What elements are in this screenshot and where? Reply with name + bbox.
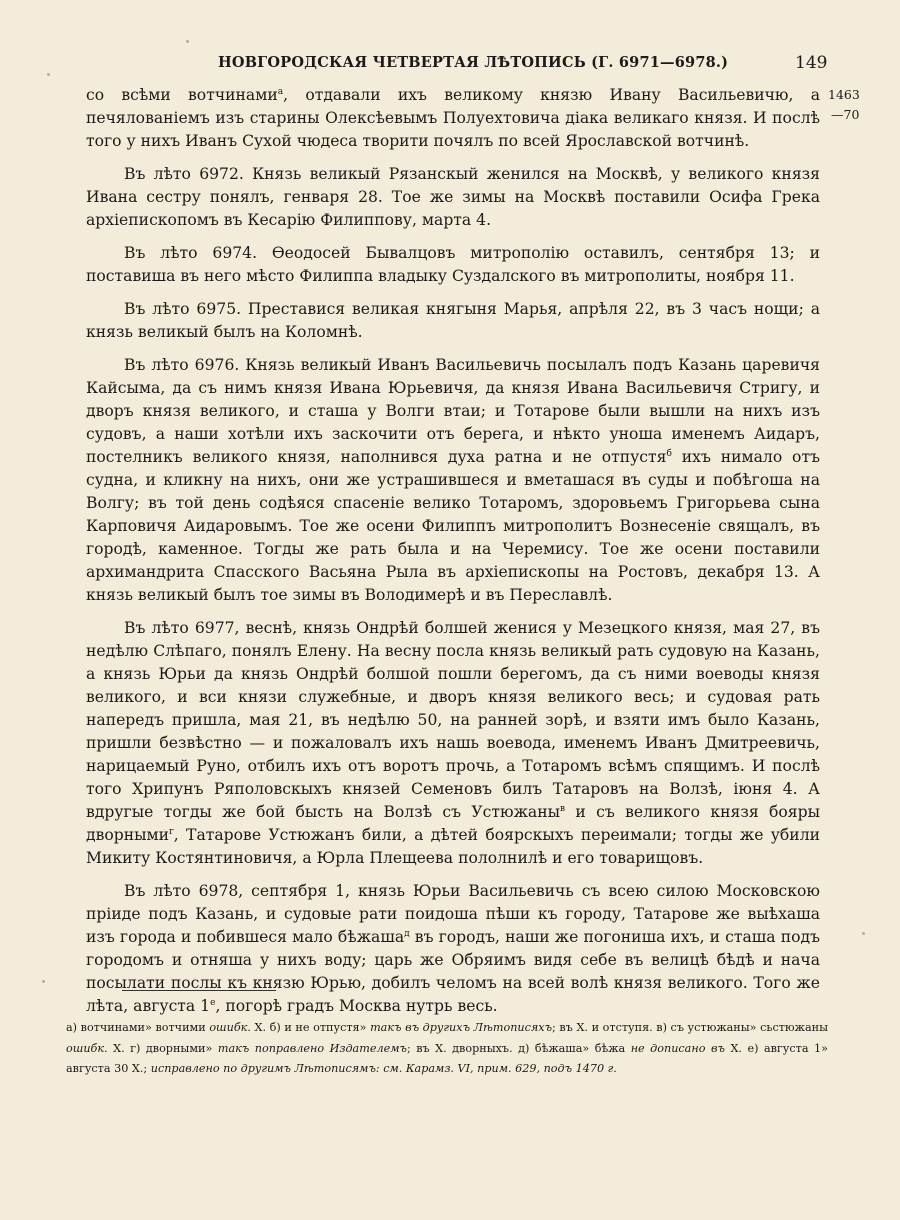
text-run: Въ лѣто 6978, септября 1, князь Юрьи Васильевичь съ всею силою Московскою прiиде подъ Казань, и судовые рати поидоша пѣши къ городу, Татарове же выѣхаша изъ города и побившеся мало бѣжаша	[86, 882, 820, 946]
footnote-italic: ошибк.	[209, 1021, 251, 1034]
footnote-text: Х. б) и не отпустя»	[250, 1021, 371, 1034]
footnote-text: ; въ Х. и отступя. в) съ устюжаны» сьстюжаны	[552, 1021, 828, 1034]
text-run: , Татарове Устюжанъ били, а дѣтей боярскыхъ переимали; тогды же убили Микиту Костянтиновичя, а Юрла Плещеева пололнилѣ и его товарищовъ.	[86, 826, 820, 867]
text-run: Въ лѣто 6977, веснѣ, князь Ондрѣй болшей женися у Мезецкого князя, мая 27, въ недѣлю Слѣпаго, понялъ Елену. На весну посла князь великый рать судовую на Казань, а князь Юрьи да князь Ондрѣй болшой пошли берегомъ, да съ ними воеводы князя великого, и вси князи служебные, и дворъ князя великого весь; и судовая рать напередъ пришла, мая 21, въ недѣлю 50, на ранней зорѣ, и взяти имъ было Казань, пришли безвѣстно — и пожаловалъ ихъ нашь воевода, именемъ Иванъ Дмитреевичь, нарицаемый Руно, отбилъ ихъ отъ воротъ прочь, а Тотаромъ всѣмъ спящимъ. И послѣ того Хрипунъ Ряполовскыхъ князей Семеновъ билъ Татаровъ на Волзѣ, iюня 4. А вдругые тогды же бой бысть на Волзѣ съ Устюжаны	[86, 619, 820, 821]
footnote-marker-g: г	[169, 827, 174, 837]
paper-speck	[862, 932, 865, 935]
paragraph-6978	[86, 880, 820, 1018]
text-run: Въ лѣто 6976. Князь великый Иванъ Васильевичь посылалъ подъ Казань царевичя Кайсыма, да съ нимъ князя Ивана Юрьевичя, да князя Ивана Васильевичя Стригу, и дворъ князя великого, и сташа у Волги втаи; и Тотарове были вышли на нихъ изъ судовъ, а наши хотѣли ихъ заскочити отъ берега, и нѣкто уноша именемъ Аидаръ, постелникъ великого князя, наполнився духа ратна и не отпустя	[86, 356, 820, 466]
footnote-text: Х. е) августа 1» августа 30 Х.;	[66, 1041, 828, 1075]
paragraph-6972	[86, 163, 820, 232]
paper-speck	[47, 73, 50, 76]
footnote-marker-b: б	[666, 449, 672, 459]
text-run: Въ лѣто 6972. Князь великый Рязанскый женился на Москвѣ, у великого князя Ивана сестру понялъ, генваря 28. Тое же зимы на Москвѣ поставили Осифа Грека архiепископомъ въ Кесарiю Филиппову, марта 4.	[86, 165, 820, 229]
footnote-marker-v: в	[560, 804, 566, 814]
footnote-text: а) вотчинами» вотчими	[66, 1021, 210, 1034]
page-number: 149	[795, 53, 828, 73]
footnote-italic: такъ въ другихъ Лѣтописяхъ	[370, 1021, 553, 1034]
paragraph-6976	[86, 354, 820, 607]
paper-speck	[186, 40, 189, 43]
chronicle-text	[86, 84, 820, 1028]
text-run: и съ великого князя бояры дворными	[86, 803, 820, 844]
paragraph-6975	[86, 298, 820, 344]
margin-year-bottom: —70	[831, 107, 860, 122]
margin-year-top: 1463	[828, 87, 860, 102]
footnote-text: ; въ Х. дворныхъ. д) бѣжаша» бѣжа	[406, 1041, 631, 1055]
text-run: Въ лѣто 6974. Ѳеодосей Бывалцовъ митрополiю оставилъ, сентября 13; и поставиша въ него мѣсто Филиппа владыку Суздалского въ митрополиты, ноября 11.	[86, 244, 820, 285]
text-run: , отдавали ихъ великому князю Ивану Васильевичю, а печялованіемъ изъ старины Олексѣевымъ Полуехтовича дiака великаго князя. И послѣ того у нихъ Иванъ Сухой чюдеса творити почялъ по всей Ярославской вотчинѣ.	[86, 86, 820, 150]
text-run: , погорѣ градъ Москва нутрь весь.	[215, 997, 498, 1015]
text-run: Въ лѣто 6975. Преставися великая княгыня Марья, апрѣля 22, въ 3 часъ нощи; а князь великый былъ на Коломнѣ.	[86, 300, 820, 341]
footnote-italic: такъ поправлено Издателемъ	[217, 1041, 407, 1055]
footnote-italic: не дописано въ	[630, 1041, 725, 1055]
text-run: ихъ нимало отъ судна, и кликну на нихъ, они же устрашившеся и вметашася въ суды и побѣгоша на Волгу; въ той день содѣяся спасенiе велико Тотаромъ, здоровьемъ Григорьева сына Карповичя Аидаровымъ. Тое же осени Филиппъ митрополитъ Вознесенiе свящалъ, въ городѣ, каменное. Тогды же рать была и на Черемису. Тое же осени поставили архимандрита Спасского Васьяна Рыла въ архiепископы на Ростовъ, декабря 13. А князь великый былъ тое зимы въ Володимерѣ и въ Переславлѣ.	[86, 448, 820, 604]
footnote-italic: исправлено по другимъ Лѣтописямъ: см. Карамз. VI, прим. 629, подъ 1470 г.	[150, 1062, 617, 1075]
footnote-italic: ошибк.	[66, 1041, 108, 1055]
paragraph-intro	[86, 84, 820, 153]
paper-speck	[42, 980, 45, 983]
footnote-marker-a: а	[277, 87, 284, 97]
footnote-separator	[122, 990, 276, 991]
footnote-marker-e: е	[210, 998, 216, 1008]
running-title: НОВГОРОДСКАЯ ЧЕТВЕРТАЯ ЛѢТОПИСЬ (Г. 6971—6978.)	[218, 54, 729, 71]
running-header	[0, 54, 900, 80]
text-run: со всѣми вотчинами	[86, 86, 278, 104]
footnote-text: Х. г) дворными»	[107, 1041, 218, 1055]
paragraph-6974	[86, 242, 820, 288]
paragraph-6977	[86, 617, 820, 870]
footnotes	[66, 1018, 828, 1080]
text-run: въ городъ, наши же погониша ихъ, и сташа подъ городомъ и отняша у нихъ воду; царь же Обряимъ видя себе въ велицѣ бѣдѣ и нача посылати послы къ князю Юрью, добилъ челомъ на всей волѣ князя великого. Того же лѣта, августа 1	[86, 928, 820, 1015]
footnote-marker-d: д	[404, 929, 410, 939]
